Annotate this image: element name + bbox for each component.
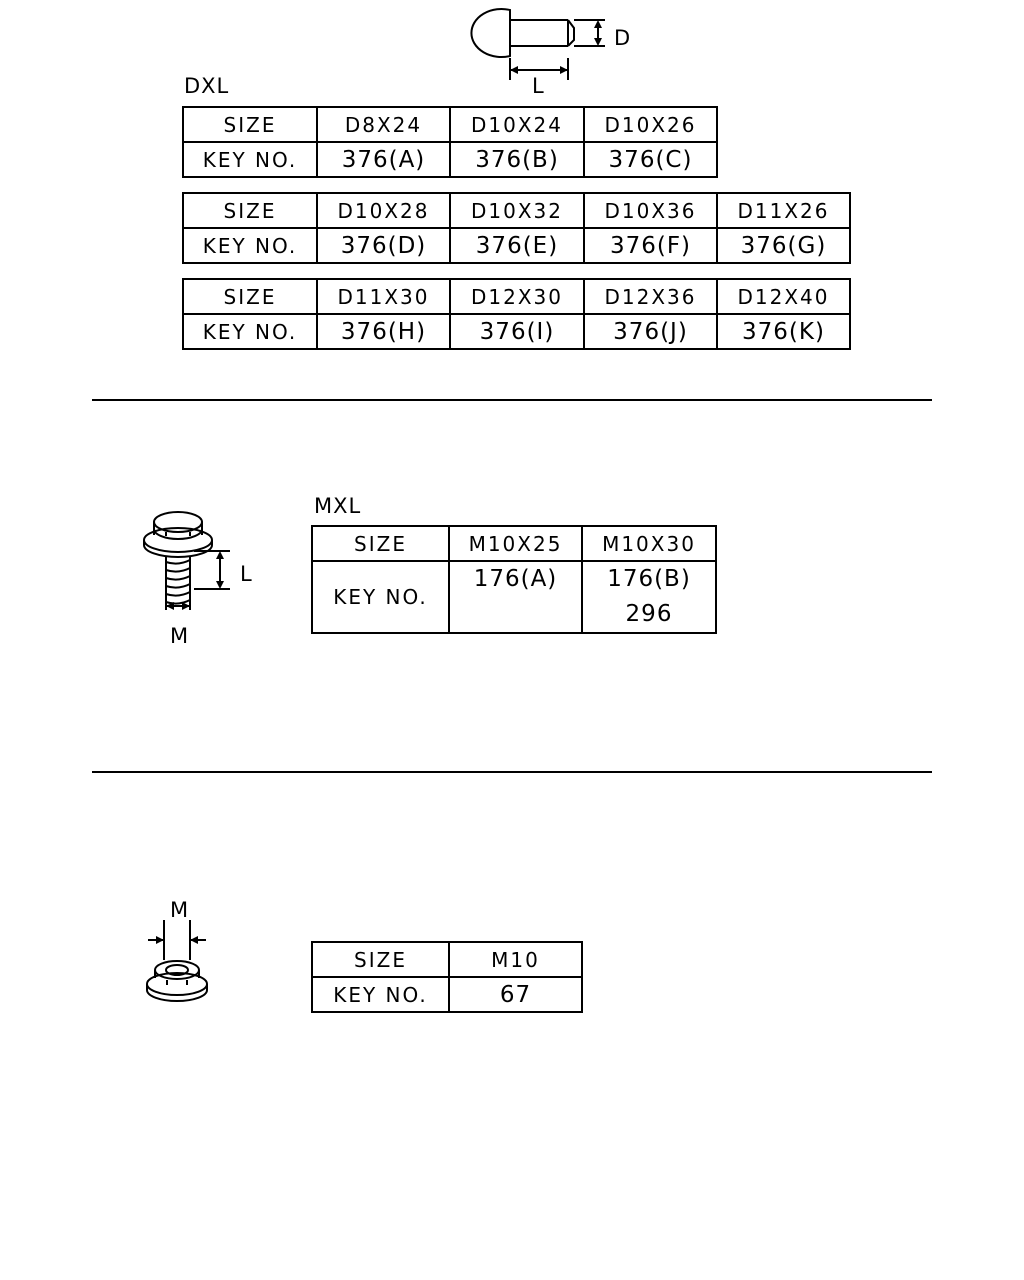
size-header: SIZE <box>312 526 449 561</box>
size-cell: M10 <box>449 942 582 977</box>
key-cell: 376(E) <box>450 228 584 263</box>
key-cell: 376(H) <box>317 314 450 349</box>
size-cell: D12X40 <box>717 279 850 314</box>
rivet-drawing <box>470 0 650 100</box>
rivet-d-label: D <box>614 26 632 50</box>
table-row <box>312 561 716 633</box>
key-value: 176(B) <box>607 566 691 592</box>
table-row <box>183 193 850 228</box>
bolt-l-label: L <box>240 562 253 586</box>
size-cell: M10X25 <box>449 526 582 561</box>
rivet-table-3 <box>182 278 851 350</box>
key-cell: 376(A) <box>317 142 450 177</box>
section-divider <box>92 399 932 401</box>
size-cell: D12X30 <box>450 279 584 314</box>
table-row <box>183 279 850 314</box>
key-cell: 376(C) <box>584 142 717 177</box>
size-cell: D11X26 <box>717 193 850 228</box>
size-header: SIZE <box>183 279 317 314</box>
bolt-m-label: M <box>170 624 190 648</box>
bolt-section-label: MXL <box>314 494 362 518</box>
flange-nut-drawing <box>140 920 230 1010</box>
section-divider <box>92 771 932 773</box>
key-header: KEY NO. <box>183 142 317 177</box>
key-value: 296 <box>625 601 673 627</box>
bolt-thread <box>166 560 190 604</box>
key-value: 176(A) <box>473 566 558 592</box>
key-header: KEY NO. <box>183 228 317 263</box>
key-cell: 376(F) <box>584 228 717 263</box>
size-cell: D10X32 <box>450 193 584 228</box>
size-cell: D8X24 <box>317 107 450 142</box>
key-header: KEY NO. <box>312 977 449 1012</box>
size-cell: D10X28 <box>317 193 450 228</box>
table-row <box>183 314 850 349</box>
size-cell: D11X30 <box>317 279 450 314</box>
rivet-section-label: DXL <box>184 74 230 98</box>
table-row <box>183 107 717 142</box>
rivet-table-2 <box>182 192 851 264</box>
nut-top <box>155 961 199 979</box>
size-header: SIZE <box>312 942 449 977</box>
table-row <box>183 228 850 263</box>
table-row <box>312 942 582 977</box>
bolt-table <box>311 525 717 634</box>
nut-m-label: M <box>170 898 190 922</box>
key-cell <box>582 561 716 633</box>
size-cell: D10X26 <box>584 107 717 142</box>
key-cell: 376(K) <box>717 314 850 349</box>
size-cell: D12X36 <box>584 279 717 314</box>
table-row <box>312 526 716 561</box>
key-header: KEY NO. <box>312 561 449 633</box>
table-row <box>312 977 582 1012</box>
key-cell: 67 <box>449 977 582 1012</box>
key-cell: 376(B) <box>450 142 584 177</box>
key-cell: 376(D) <box>317 228 450 263</box>
key-cell <box>449 561 582 633</box>
key-cell: 376(I) <box>450 314 584 349</box>
key-header: KEY NO. <box>183 314 317 349</box>
table-row <box>183 142 717 177</box>
rivet-shank <box>510 20 574 46</box>
rivet-l-label: L <box>532 74 545 98</box>
size-header: SIZE <box>183 193 317 228</box>
nut-table <box>311 941 583 1013</box>
size-cell: D10X24 <box>450 107 584 142</box>
size-cell: D10X36 <box>584 193 717 228</box>
rivet-table-1 <box>182 106 718 178</box>
rivet-head <box>471 9 510 57</box>
key-cell: 376(J) <box>584 314 717 349</box>
key-cell: 376(G) <box>717 228 850 263</box>
size-cell: M10X30 <box>582 526 716 561</box>
size-header: SIZE <box>183 107 317 142</box>
